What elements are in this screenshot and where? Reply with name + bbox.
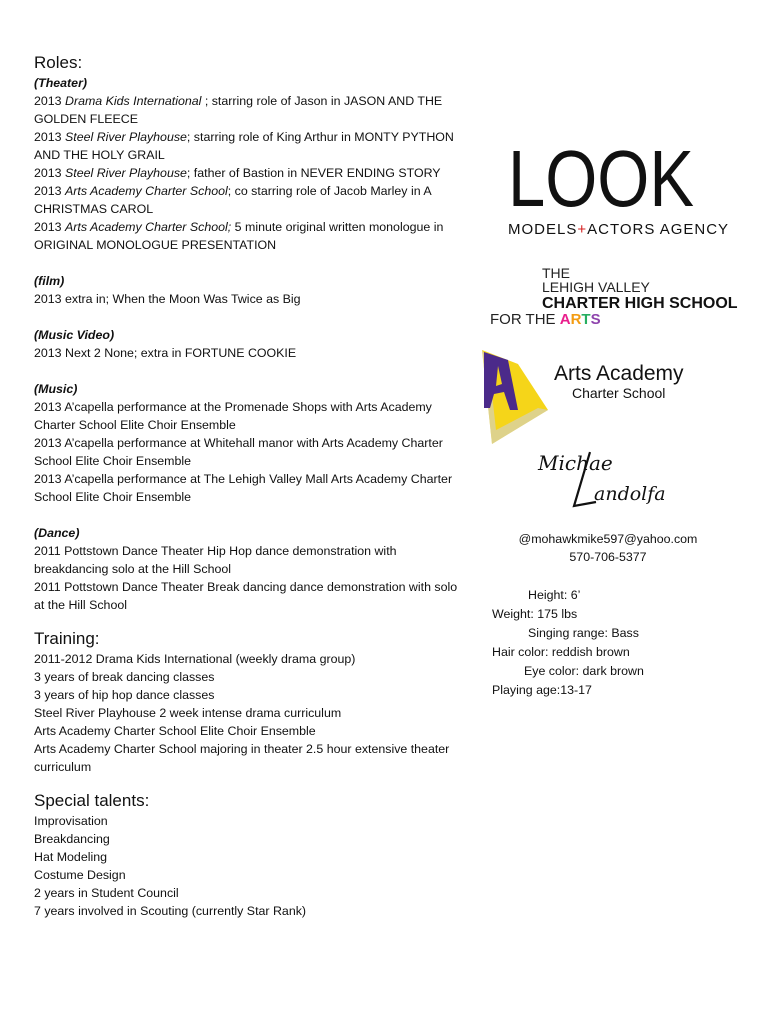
stat-playing-age: Playing age:13-17 bbox=[492, 683, 592, 697]
film-subheading: (film) bbox=[34, 274, 65, 288]
theater-item bbox=[34, 92, 464, 128]
look-logo-agency: ACTORS AGENCY bbox=[587, 221, 730, 238]
aa-name: Arts Academy bbox=[554, 362, 684, 385]
stat-weight: Weight: 175 lbs bbox=[492, 607, 578, 621]
theater-role: ; co starring role of Jacob Marley in A CHRISTMAS CAROL bbox=[34, 184, 431, 216]
theater-year: 2013 bbox=[34, 220, 66, 234]
svg-text:FOR THE ARTS bbox=[490, 311, 601, 328]
theater-org: Drama Kids International bbox=[65, 94, 202, 108]
look-logo-plus: + bbox=[577, 221, 588, 238]
look-agency-logo bbox=[506, 140, 746, 240]
svg-text:MODELS+ACTORS AGENCY bbox=[508, 221, 729, 238]
music-item: 2013 A’capella performance at Whitehall manor with Arts Academy Charter School Elite Choir Ensemble bbox=[34, 436, 443, 468]
lv-charter: CHARTER bbox=[542, 295, 621, 312]
theater-year: 2013 bbox=[34, 184, 66, 198]
stat-hair: Hair color: reddish brown bbox=[492, 645, 630, 659]
music-video-item: 2013 Next 2 None; extra in FORTUNE COOKIE bbox=[34, 346, 297, 360]
lehigh-valley-logo bbox=[488, 262, 748, 332]
music-video-subheading: (Music Video) bbox=[34, 328, 115, 342]
theater-role: ; starring role of Jason in JASON AND THE GOLDEN FLEECE bbox=[34, 94, 443, 126]
dance-subheading: (Dance) bbox=[34, 526, 80, 540]
theater-org: Steel River Playhouse bbox=[65, 166, 187, 180]
theater-year: 2013 bbox=[34, 166, 66, 180]
talent-item: Costume Design bbox=[34, 868, 126, 882]
talent-item: 7 years involved in Scouting (currently Star Rank) bbox=[34, 904, 307, 918]
training-item: 3 years of hip hop dance classes bbox=[34, 688, 215, 702]
training-item: 3 years of break dancing classes bbox=[34, 670, 215, 684]
theater-role: 5 minute original written monologue in ORIGINAL MONOLOGUE PRESENTATION bbox=[34, 220, 444, 252]
talents-heading: Special talents: bbox=[34, 791, 150, 810]
sig-first: Michae bbox=[538, 451, 613, 475]
training-heading: Training: bbox=[34, 629, 100, 648]
lv-arts-letter: S bbox=[590, 311, 601, 328]
music-subheading: (Music) bbox=[34, 382, 78, 396]
svg-text:CHARTER HIGH SCHOOL bbox=[542, 295, 738, 312]
stat-eye: Eye color: dark brown bbox=[524, 664, 644, 678]
theater-role: ; father of Bastion in NEVER ENDING STORY bbox=[186, 166, 441, 180]
training-item: 2011-2012 Drama Kids International (weekly drama group) bbox=[34, 652, 356, 666]
stat-singing: Singing range: Bass bbox=[528, 626, 639, 640]
stats-block bbox=[492, 586, 752, 700]
lv-hs: HIGH SCHOOL bbox=[620, 295, 738, 312]
contact-email: @mohawkmike597@yahoo.com bbox=[518, 532, 698, 546]
lv-arts-letter: T bbox=[581, 311, 591, 328]
look-logo-text: LOOK bbox=[508, 140, 694, 223]
aa-sub: Charter School bbox=[572, 385, 666, 401]
roles-heading: Roles: bbox=[34, 53, 83, 72]
resume-left-column bbox=[34, 52, 464, 920]
theater-item bbox=[34, 218, 464, 254]
dance-item: 2011 Pottstown Dance Theater Break dancing dance demonstration with solo at the Hill School bbox=[34, 580, 458, 612]
music-item: 2013 A’capella performance at The Lehigh Valley Mall Arts Academy Charter School Elite Choir Ensemble bbox=[34, 472, 453, 504]
lv-arts bbox=[560, 311, 601, 328]
lv-the: THE bbox=[542, 265, 570, 281]
theater-item bbox=[34, 164, 464, 182]
lv-lehigh: LEHIGH VALLEY bbox=[542, 279, 650, 295]
talent-item: Hat Modeling bbox=[34, 850, 108, 864]
look-logo-models: MODELS bbox=[508, 221, 578, 238]
training-item: Arts Academy Charter School Elite Choir Ensemble bbox=[34, 724, 316, 738]
theater-org: Arts Academy Charter School; bbox=[65, 220, 232, 234]
theater-year: 2013 bbox=[34, 94, 66, 108]
talent-item: 2 years in Student Council bbox=[34, 886, 179, 900]
theater-org: Arts Academy Charter School bbox=[65, 184, 228, 198]
talent-item: Breakdancing bbox=[34, 832, 110, 846]
theater-year: 2013 bbox=[34, 130, 66, 144]
training-item: Steel River Playhouse 2 week intense drama curriculum bbox=[34, 706, 342, 720]
theater-list bbox=[34, 92, 464, 254]
training-item: Arts Academy Charter School majoring in theater 2.5 hour extensive theater curriculum bbox=[34, 742, 450, 774]
lv-arts-letter: R bbox=[570, 311, 582, 328]
music-item: 2013 A’capella performance at the Promenade Shops with Arts Academy Charter School Elite Choir Ensemble bbox=[34, 400, 432, 432]
sig-last: andolfa bbox=[594, 483, 666, 505]
signature bbox=[534, 440, 694, 520]
lv-arts-letter: A bbox=[559, 311, 571, 328]
arts-academy-logo bbox=[478, 350, 748, 450]
theater-org: Steel River Playhouse bbox=[65, 130, 187, 144]
stat-height: Height: 6’ bbox=[528, 588, 581, 602]
theater-subheading: (Theater) bbox=[34, 76, 88, 90]
contact-phone: 570-706-5377 bbox=[569, 550, 647, 564]
lv-for-the: FOR THE bbox=[490, 311, 560, 328]
film-item: 2013 extra in; When the Moon Was Twice as Big bbox=[34, 292, 301, 306]
dance-item: 2011 Pottstown Dance Theater Hip Hop dance demonstration with breakdancing solo at the Hill School bbox=[34, 544, 397, 576]
contact-block bbox=[478, 530, 738, 566]
theater-role: ; starring role of King Arthur in MONTY PYTHON AND THE HOLY GRAIL bbox=[34, 130, 454, 162]
theater-item bbox=[34, 128, 464, 164]
talent-item: Improvisation bbox=[34, 814, 108, 828]
theater-item bbox=[34, 182, 464, 218]
